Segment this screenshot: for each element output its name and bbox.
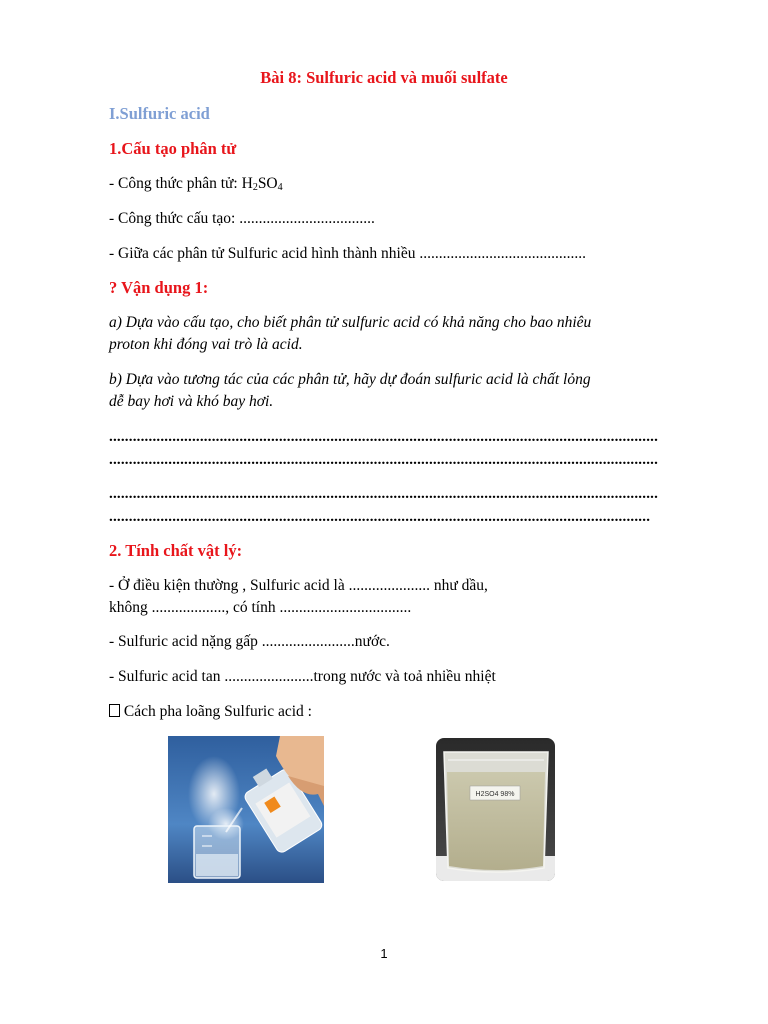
- pouring-acid-illustration: [168, 736, 324, 883]
- sulfuric-acid-beaker-photo: [436, 738, 555, 881]
- missing-glyph-box-icon: [109, 704, 120, 717]
- section-heading-sulfuric-acid: I.Sulfuric acid: [109, 104, 210, 123]
- physical-line-2: không ..................., có tính ..................................: [109, 599, 412, 616]
- question-a-line-2: proton khi đóng vai trò là acid.: [109, 336, 303, 353]
- page-number: 1: [380, 946, 388, 961]
- answer-dots-line: ...........................................................................................................................................: [109, 429, 659, 445]
- beaker-label: H2SO4 98%: [475, 791, 515, 798]
- answer-dots-line: .........................................................................................................................................: [109, 509, 651, 525]
- question-b-line-2: dễ bay hơi và khó bay hơi.: [109, 393, 274, 410]
- dilution-line: Cách pha loãng Sulfuric acid :: [109, 702, 312, 722]
- physical-line-1: - Ở điều kiện thường , Sulfuric acid là ..................... như dầu,: [109, 577, 488, 594]
- structural-formula-line: - Công thức cấu tạo: ...................................: [109, 210, 375, 227]
- pouring-acid-photo: [168, 736, 324, 883]
- apply-heading: ? Vận dụng 1:: [109, 278, 209, 297]
- physical-line-4: - Sulfuric acid tan .......................trong nước và toả nhiều nhiệt: [109, 668, 496, 685]
- answer-dots-line: ...........................................................................................................................................: [109, 452, 659, 468]
- answer-dots-line: ...........................................................................................................................................: [109, 486, 659, 502]
- molecular-formula-line: - Công thức phân tử: $H_2SO_4$: [109, 175, 283, 193]
- physical-line-3: - Sulfuric acid nặng gấp ........................nước.: [109, 633, 390, 650]
- subheading-physical-properties: 2. Tính chất vật lý:: [109, 541, 243, 560]
- question-a-line-1: a) Dựa vào cấu tạo, cho biết phân tử sulfuric acid có khả năng cho bao nhiêu: [109, 314, 592, 331]
- page-title: Bài 8: Sulfuric acid và muối sulfate: [260, 68, 508, 87]
- question-b-line-1: b) Dựa vào tương tác của các phân tử, hãy dự đoán sulfuric acid là chất lỏng: [109, 371, 591, 388]
- subheading-molecular-structure: 1.Cấu tạo phân tử: [109, 139, 237, 158]
- intermolecular-line: - Giữa các phân tử Sulfuric acid hình thành nhiều ...........................................: [109, 245, 586, 262]
- beaker-illustration: [436, 738, 555, 881]
